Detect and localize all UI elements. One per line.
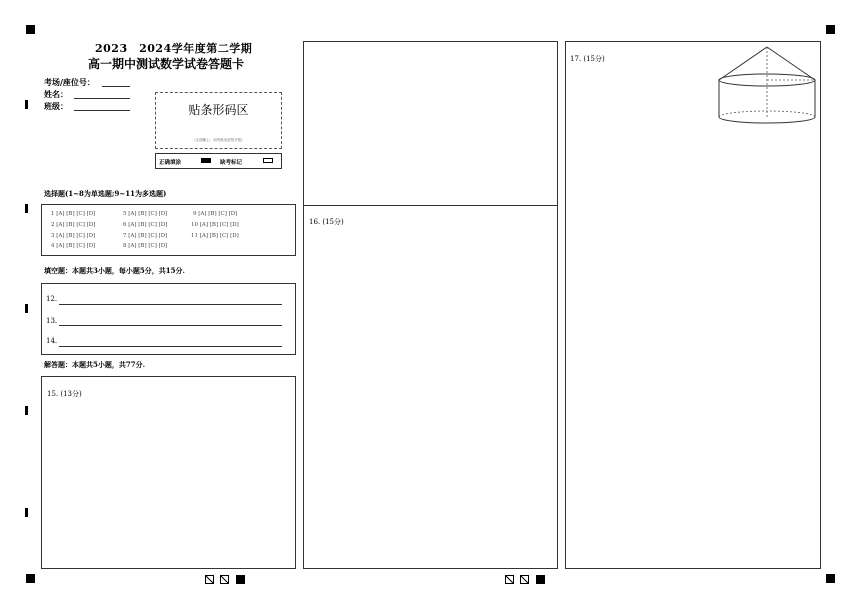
page-mark-filled <box>536 575 545 584</box>
q16-label: 16. (15分) <box>309 218 344 226</box>
choice-row[interactable]: 2 [A] [B] [C] [D] <box>51 222 96 228</box>
absent-mark-box[interactable] <box>263 158 273 163</box>
choice-row[interactable]: 11 [A] [B] [C] [D] <box>191 233 239 239</box>
choice-row[interactable]: 10 [A] [B] [C] [D] <box>191 222 239 228</box>
absent-mark-label: 缺考标记 <box>220 160 243 166</box>
side-mark <box>25 304 28 313</box>
side-mark <box>25 100 28 109</box>
fill-line-13[interactable] <box>59 325 282 326</box>
fill-legend <box>155 153 282 169</box>
choice-row[interactable]: 4 [A] [B] [C] [D] <box>51 243 96 249</box>
fill-line-12[interactable] <box>59 304 282 305</box>
page-mark-slash-icon <box>520 575 529 584</box>
answer-heading: 解答题：本题共5小题，共77分. <box>44 360 146 369</box>
choice-row[interactable]: 1 [A] [B] [C] [D] <box>51 211 96 217</box>
corner-mark-bottom-right <box>826 574 835 583</box>
choice-row[interactable]: 8 [A] [B] [C] [D] <box>123 243 168 249</box>
choice-row[interactable]: 6 [A] [B] [C] [D] <box>123 222 168 228</box>
choice-heading: 选择题(1~8为单选题;9~11为多选题) <box>44 189 167 198</box>
page-mark-slash-icon <box>205 575 214 584</box>
correct-fill-sample <box>201 158 211 163</box>
choice-answer-box <box>41 204 296 256</box>
page-mark-slash-icon <box>505 575 514 584</box>
class-label: 班级： <box>44 101 68 111</box>
fill-item-13: 13. <box>46 317 58 325</box>
correct-fill-label: 正确填涂 <box>159 160 182 166</box>
choice-row[interactable]: 5 [A] [B] [C] [D] <box>123 211 168 217</box>
side-mark <box>25 508 28 517</box>
title-line-1: 2023 2024学年度第二学期 <box>95 42 253 55</box>
cone-cylinder-figure <box>714 45 820 129</box>
fill-item-14: 14. <box>46 337 58 345</box>
fill-item-12: 12. <box>46 295 58 303</box>
corner-mark-bottom-left <box>26 574 35 583</box>
q15-answer-box[interactable] <box>41 376 296 569</box>
page-mark-filled <box>236 575 245 584</box>
choice-row[interactable]: 3 [A] [B] [C] [D] <box>51 233 96 239</box>
exam-seat-field[interactable] <box>102 86 130 87</box>
side-mark <box>25 406 28 415</box>
fill-line-14[interactable] <box>59 346 282 347</box>
q17-answer-box[interactable] <box>565 41 821 569</box>
choice-row[interactable]: 9 [A] [B] [C] [D] <box>193 211 238 217</box>
page-mark-slash-icon <box>220 575 229 584</box>
barcode-area <box>155 92 282 149</box>
name-label: 姓名： <box>44 89 68 99</box>
class-field[interactable] <box>74 110 130 111</box>
side-mark <box>25 204 28 213</box>
q14-continued-box[interactable] <box>303 41 558 206</box>
q16-answer-box[interactable] <box>303 205 558 569</box>
choice-row[interactable]: 7 [A] [B] [C] [D] <box>123 233 168 239</box>
corner-mark-top-left <box>26 25 35 34</box>
exam-seat-label: 考场/座位号： <box>44 77 95 87</box>
q17-label: 17. (15分) <box>570 55 605 63</box>
fill-answer-box <box>41 283 296 355</box>
barcode-note: （正面朝上，切勿贴出虚线方框） <box>192 138 245 142</box>
barcode-title: 贴条形码区 <box>188 103 249 117</box>
corner-mark-top-right <box>826 25 835 34</box>
q15-label: 15. (13分) <box>47 390 82 398</box>
name-field[interactable] <box>74 98 130 99</box>
title-line-2: 高一期中测试数学试卷答题卡 <box>88 57 245 71</box>
fill-heading: 填空题：本题共3小题，每小题5分，共15分. <box>44 266 185 275</box>
